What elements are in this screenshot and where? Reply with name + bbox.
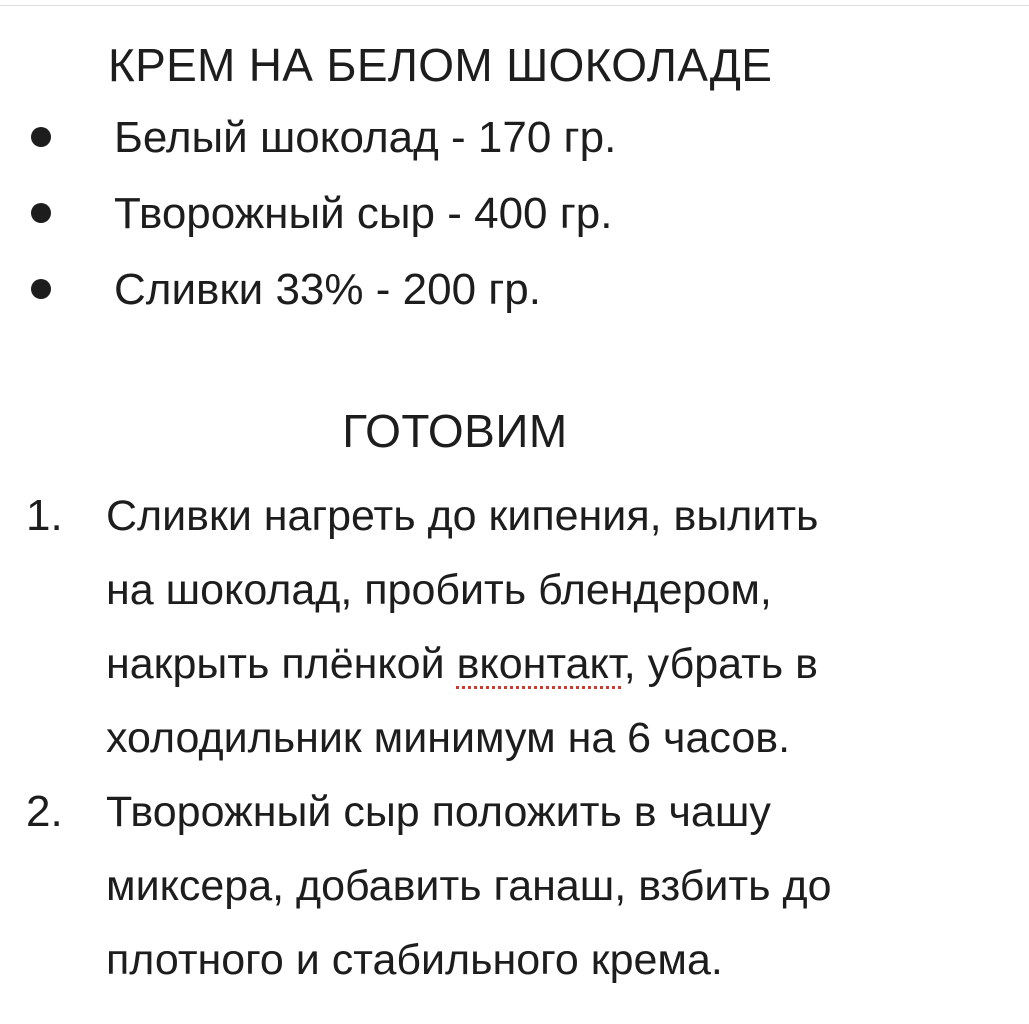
step-line: миксера, добавить ганаш, взбить до [106,862,832,910]
step-line: плотного и стабильного крема. [106,936,723,984]
step-item [0,775,831,997]
step-line [106,627,831,701]
step-line-segment: , убрать в [623,640,818,688]
step-line: холодильник минимум на 6 часов. [106,714,791,762]
step-number: 2. [26,787,63,836]
step-number: 1. [26,491,63,540]
steps-list [0,479,831,997]
step-line-segment: накрыть плёнкой [106,640,457,688]
top-divider [0,5,1029,6]
bullet-icon [31,203,51,223]
ingredient-text: Творожный сыр - 400 гр. [114,189,613,238]
bullet-icon [31,127,51,147]
step-line: Сливки нагреть до кипения, вылить [106,492,819,540]
bullet-icon [31,279,51,299]
recipe-title: КРЕМ НА БЕЛОМ ШОКОЛАДЕ [108,39,773,91]
method-heading: ГОТОВИМ [342,405,568,457]
step-item [0,479,831,775]
step-line: на шоколад, пробить блендером, [106,566,772,614]
ingredient-text: Белый шоколад - 170 гр. [114,113,617,162]
spellcheck-flagged-word[interactable]: вконтакт [456,640,624,688]
step-text [106,775,831,997]
step-line: Творожный сыр положить в чашу [106,788,771,836]
step-text [106,479,831,775]
ingredient-text: Сливки 33% - 200 гр. [114,265,542,314]
